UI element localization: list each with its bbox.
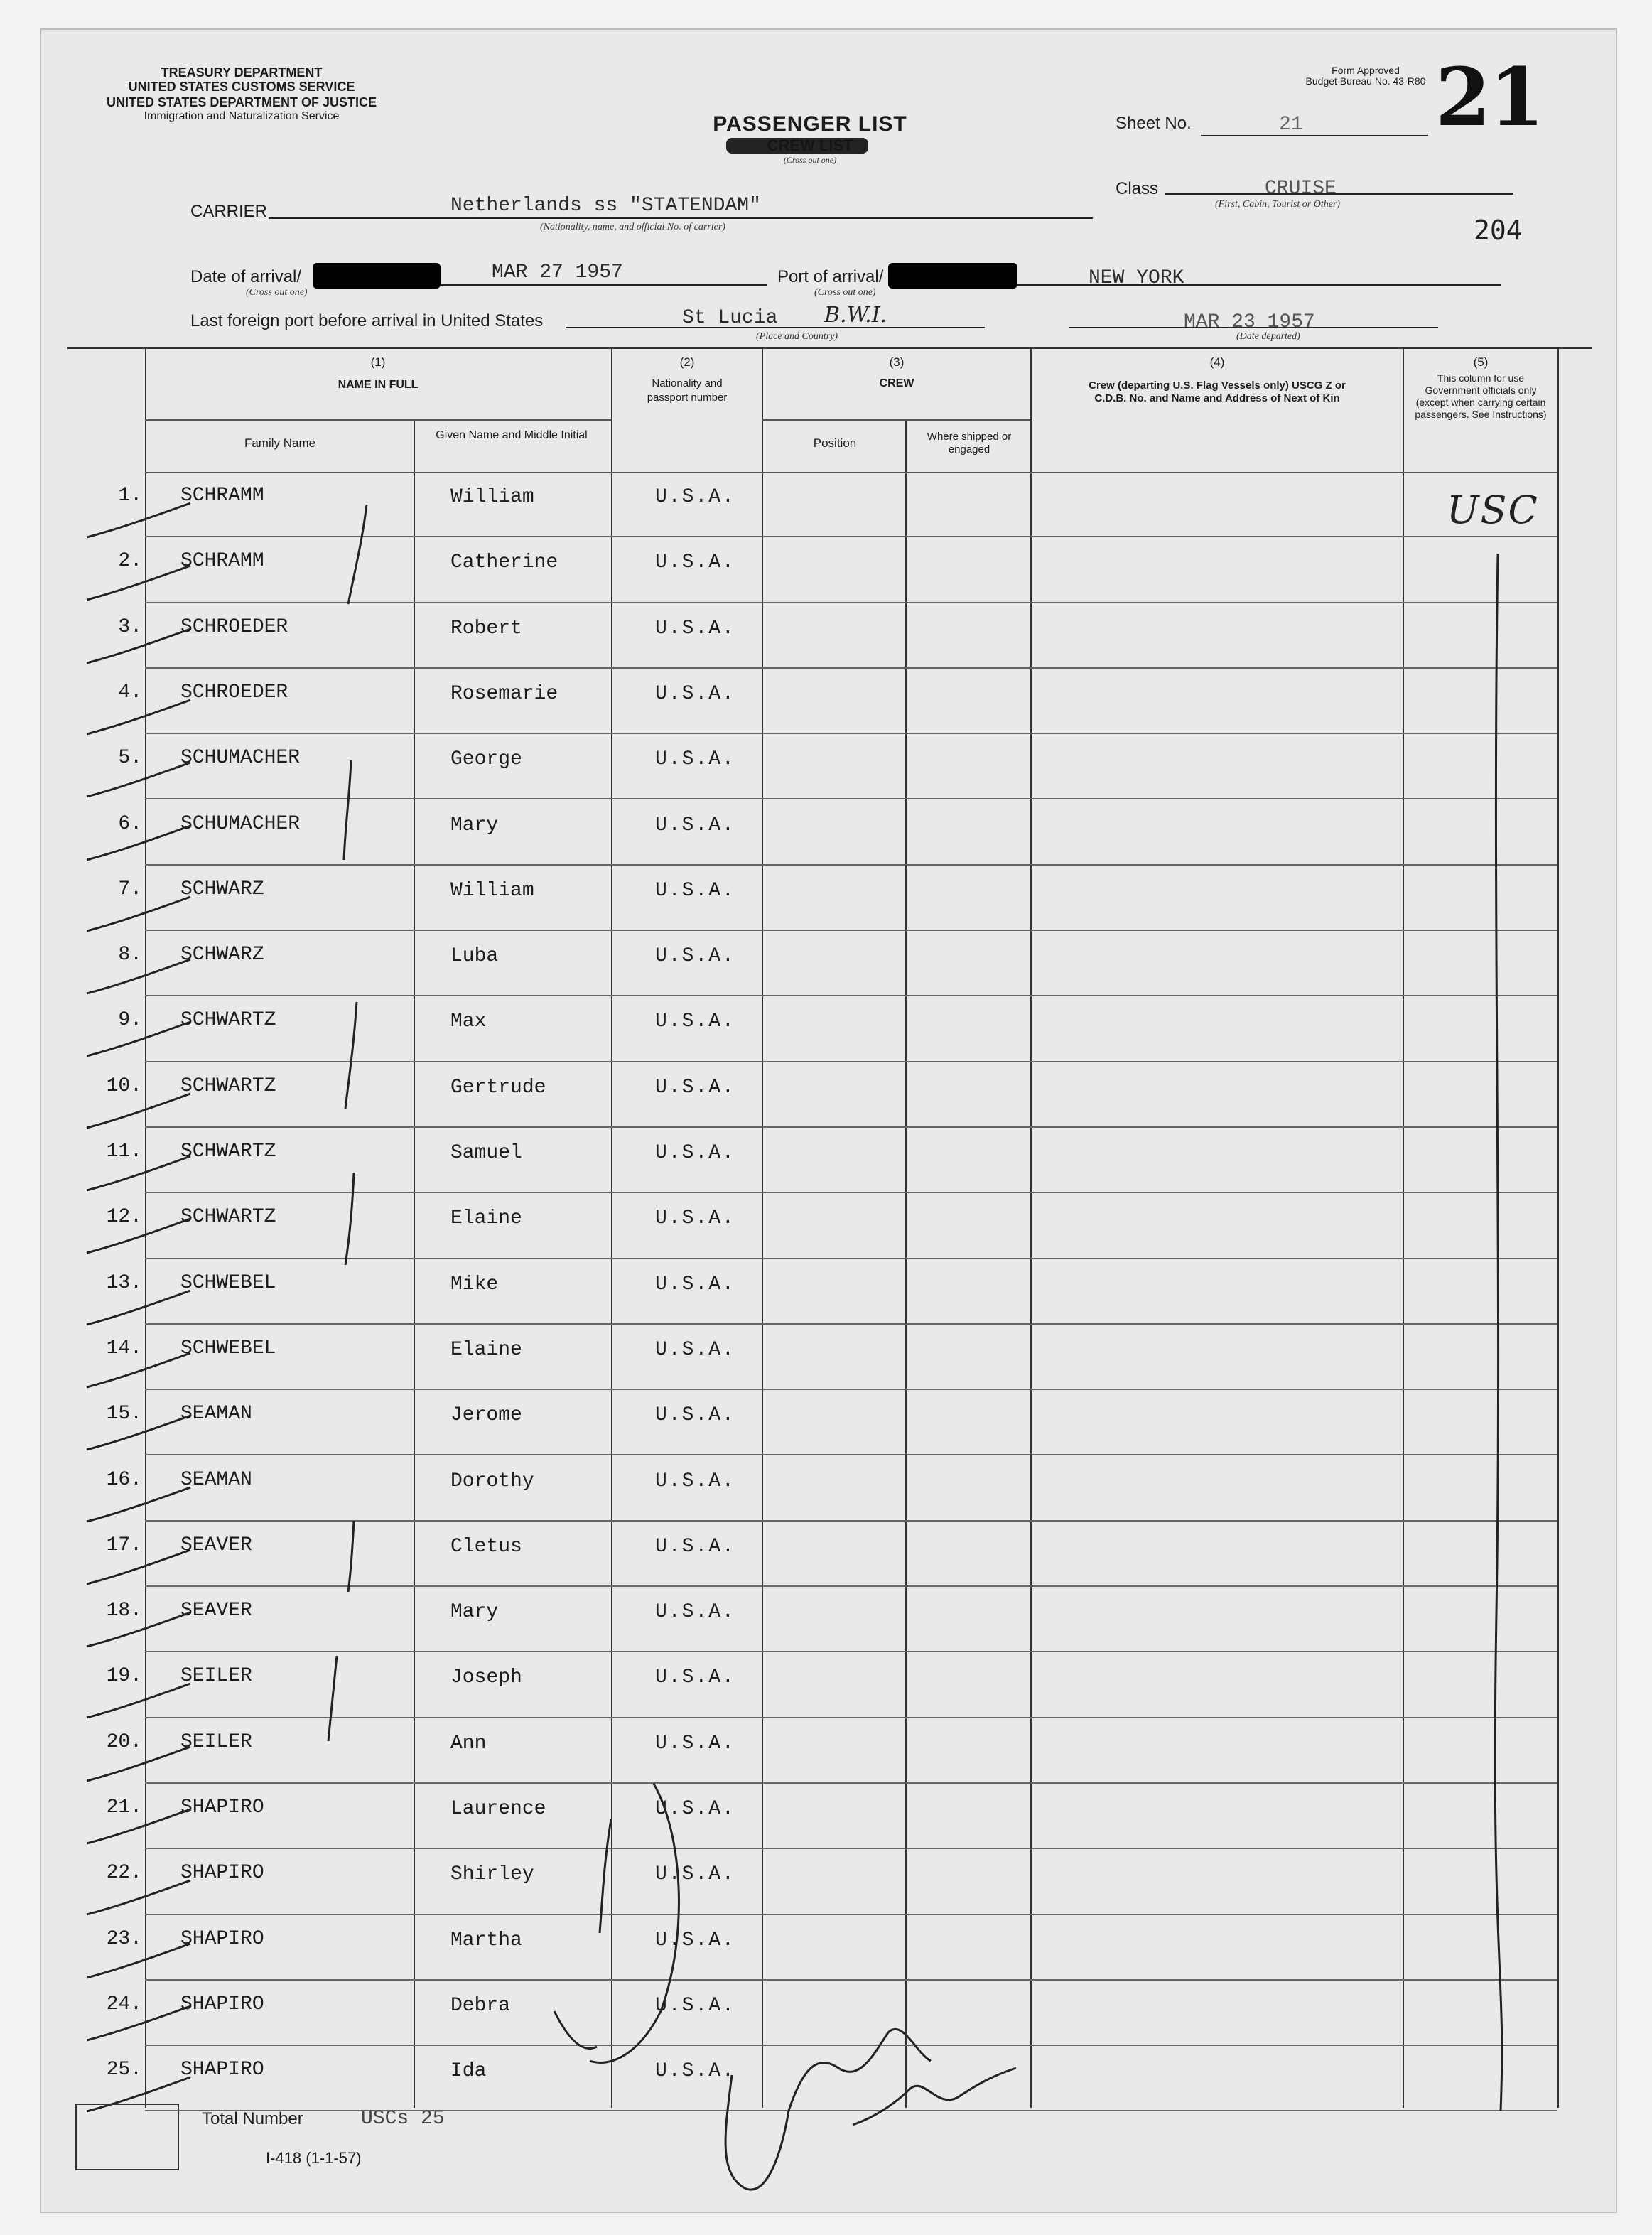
given-name-cell: Mary xyxy=(450,1601,499,1624)
table-row xyxy=(0,1849,1652,1914)
col5-title: This column for use Government officials only (except when carrying certain passengers. See Instructions) xyxy=(1415,372,1547,420)
row-tick-mark xyxy=(84,823,198,866)
row-tick-mark xyxy=(84,1744,198,1787)
family-name-cell: SEAVER xyxy=(180,1600,252,1622)
given-name-cell: Debra xyxy=(450,1994,511,2017)
given-name-cell: Elaine xyxy=(450,1207,522,1230)
sheet-label: Sheet No. xyxy=(1116,114,1192,133)
title-passenger-list: PASSENGER LIST xyxy=(713,112,907,136)
crew-list-strikeout xyxy=(726,138,868,154)
family-name-cell: SHAPIRO xyxy=(180,1927,264,1950)
family-name-cell: SCHRAMM xyxy=(180,485,264,507)
row-tick-mark xyxy=(84,1485,198,1527)
row-number: 16. xyxy=(106,1468,142,1491)
table-row xyxy=(0,537,1652,603)
form-number: I-418 (1-1-57) xyxy=(266,2149,362,2167)
hand-bracket-mark xyxy=(512,1777,696,2118)
col1-header xyxy=(145,355,611,392)
nationality-cell: U.S.A. xyxy=(655,1011,735,1033)
form-approved-line-1: Form Approved xyxy=(1332,65,1400,76)
big-sheet-number: 21 xyxy=(1435,51,1543,144)
row-tick-mark xyxy=(84,697,198,740)
given-name-cell: Catherine xyxy=(450,551,558,574)
form-approved-line-2: Budget Bureau No. 43-R80 xyxy=(1305,75,1426,87)
agency-line-1: TREASURY DEPARTMENT xyxy=(161,65,323,80)
row-number: 15. xyxy=(106,1403,142,1426)
row-tick-mark xyxy=(84,1350,198,1393)
nationality-cell: U.S.A. xyxy=(655,1732,735,1755)
table-row xyxy=(0,1390,1652,1455)
family-name-cell: SEILER xyxy=(180,1730,252,1753)
port-of-arrival-value: NEW YORK xyxy=(1089,267,1184,289)
last-port-handwritten-country: B.W.I. xyxy=(824,303,887,328)
row-number: 5. xyxy=(118,747,142,770)
crew-subheader-rule xyxy=(762,419,1030,421)
row-number: 17. xyxy=(106,1534,142,1556)
carrier-caption: (Nationality, name, and official No. of carrier) xyxy=(540,222,725,232)
col1-number: (1) xyxy=(370,355,386,369)
family-name-cell: SEILER xyxy=(180,1665,252,1688)
table-row xyxy=(0,1259,1652,1325)
row-tick-mark xyxy=(84,1091,198,1133)
carrier-value: Netherlands ss "STATENDAM" xyxy=(450,195,761,217)
row-number: 24. xyxy=(106,1993,142,2015)
date-departed-value: MAR 23 1957 xyxy=(1184,311,1315,333)
col5-header xyxy=(1404,355,1557,421)
given-name-cell: Robert xyxy=(450,617,522,640)
family-name-header: Family Name xyxy=(244,436,316,450)
given-name-cell: Luba xyxy=(450,945,499,968)
given-name-cell: William xyxy=(450,486,534,508)
port-redaction xyxy=(888,263,1017,289)
row-tick-mark xyxy=(84,1681,198,1723)
row-tick-mark xyxy=(84,1288,198,1330)
col4-number: (4) xyxy=(1209,355,1225,369)
given-name-cell: George xyxy=(450,748,522,771)
nationality-cell: U.S.A. xyxy=(655,2060,735,2083)
col5-vertical-handline xyxy=(1485,547,1513,2118)
row-tick-mark xyxy=(84,1547,198,1590)
family-name-cell: SCHWARZ xyxy=(180,878,264,900)
given-name-cell: Rosemarie xyxy=(450,682,558,705)
row-tick-mark xyxy=(84,957,198,999)
family-name-cell: SCHUMACHER xyxy=(180,747,301,770)
table-row xyxy=(0,1587,1652,1652)
nationality-cell: U.S.A. xyxy=(655,748,735,771)
family-name-cell: SCHRAMM xyxy=(180,550,264,573)
port-caption: (Cross out one) xyxy=(814,287,876,298)
sheet-underline xyxy=(1201,135,1428,136)
given-name-cell: Joseph xyxy=(450,1666,522,1689)
row-number: 3. xyxy=(118,615,142,638)
nationality-cell: U.S.A. xyxy=(655,617,735,640)
nationality-cell: U.S.A. xyxy=(655,1273,735,1296)
nationality-cell: U.S.A. xyxy=(655,1863,735,1886)
last-port-value: St Lucia xyxy=(682,307,778,329)
row-tick-mark xyxy=(84,1806,198,1849)
given-name-cell: Laurence xyxy=(450,1798,546,1820)
row-number: 23. xyxy=(106,1927,142,1950)
nationality-cell: U.S.A. xyxy=(655,1798,735,1820)
nationality-cell: U.S.A. xyxy=(655,682,735,705)
row-number: 18. xyxy=(106,1600,142,1622)
col3-title: CREW xyxy=(879,377,914,389)
date-of-arrival-label: Date of arrival/ xyxy=(190,267,302,286)
row-number: 20. xyxy=(106,1730,142,1753)
title-crew-list xyxy=(682,136,938,155)
row-tick-mark xyxy=(84,2003,198,2046)
date-caption: (Cross out one) xyxy=(246,287,308,298)
carrier-underline xyxy=(269,217,1093,219)
nationality-cell: U.S.A. xyxy=(655,1207,735,1230)
row-tick-mark xyxy=(84,1216,198,1259)
row-tick-mark xyxy=(84,1610,198,1652)
row-number: 14. xyxy=(106,1337,142,1359)
col2-title: Nationality and passport number xyxy=(647,377,728,404)
nationality-cell: U.S.A. xyxy=(655,1338,735,1361)
given-name-cell: Cletus xyxy=(450,1535,522,1558)
table-row xyxy=(0,1128,1652,1193)
family-name-cell: SHAPIRO xyxy=(180,1797,264,1819)
table-row xyxy=(0,1915,1652,1981)
family-name-cell: SCHWARTZ xyxy=(180,1206,276,1229)
table-row xyxy=(0,1193,1652,1259)
nationality-cell: U.S.A. xyxy=(655,1142,735,1164)
row-tick-mark xyxy=(84,563,198,605)
col3-number: (3) xyxy=(889,355,905,369)
table-row xyxy=(0,1652,1652,1718)
nationality-cell: U.S.A. xyxy=(655,879,735,902)
family-name-cell: SCHWARTZ xyxy=(180,1009,276,1032)
col2-number: (2) xyxy=(679,355,695,369)
title-cross-out-caption: (Cross out one) xyxy=(783,155,837,165)
class-label: Class xyxy=(1116,179,1159,198)
row-number: 9. xyxy=(118,1009,142,1032)
class-caption: (First, Cabin, Tourist or Other) xyxy=(1215,199,1341,210)
given-name-cell: Ann xyxy=(450,1732,487,1755)
col1-title: NAME IN FULL xyxy=(338,379,419,391)
table-top-rule xyxy=(67,347,1592,349)
last-port-caption: (Place and Country) xyxy=(756,331,838,342)
given-name-cell: Mike xyxy=(450,1273,499,1296)
nationality-cell: U.S.A. xyxy=(655,1929,735,1951)
row-number: 4. xyxy=(118,681,142,704)
date-redaction xyxy=(313,263,441,289)
nationality-cell: U.S.A. xyxy=(655,814,735,836)
table-row xyxy=(0,800,1652,866)
family-name-cell: SHAPIRO xyxy=(180,1862,264,1885)
table-row xyxy=(0,1456,1652,1522)
total-number-value: USCs 25 xyxy=(361,2108,445,2130)
table-row xyxy=(0,996,1652,1062)
sheet-value: 21 xyxy=(1279,114,1303,136)
footer-box xyxy=(75,2104,179,2170)
row-tick-mark xyxy=(84,1413,198,1455)
nationality-cell: U.S.A. xyxy=(655,1994,735,2017)
nationality-cell: U.S.A. xyxy=(655,551,735,574)
class-value: CRUISE xyxy=(1265,178,1337,200)
given-name-cell: Samuel xyxy=(450,1142,522,1164)
table-row xyxy=(0,1718,1652,1784)
nationality-cell: U.S.A. xyxy=(655,945,735,968)
table-row xyxy=(0,931,1652,996)
row-tick-mark xyxy=(84,894,198,937)
row-tick-mark xyxy=(84,760,198,802)
date-departed-caption: (Date departed) xyxy=(1236,331,1300,342)
form-approved xyxy=(1295,65,1437,87)
date-of-arrival-value: MAR 27 1957 xyxy=(492,262,623,284)
row-number: 8. xyxy=(118,944,142,966)
family-name-cell: SCHWARTZ xyxy=(180,1075,276,1097)
family-name-cell: SCHWEBEL xyxy=(180,1337,276,1359)
row-number: 7. xyxy=(118,878,142,900)
position-header: Position xyxy=(813,436,857,450)
table-row xyxy=(0,1522,1652,1587)
row-tick-mark xyxy=(84,1941,198,1983)
carrier-label: CARRIER xyxy=(190,202,268,221)
row-number: 12. xyxy=(106,1206,142,1229)
row-tick-mark xyxy=(84,1019,198,1062)
row-number: 22. xyxy=(106,1862,142,1885)
given-name-cell: Martha xyxy=(450,1929,522,1951)
form-title xyxy=(682,112,938,166)
given-name-cell: Ida xyxy=(450,2060,487,2083)
nationality-cell: U.S.A. xyxy=(655,1076,735,1099)
port-of-arrival-label: Port of arrival/ xyxy=(777,267,884,286)
nationality-cell: U.S.A. xyxy=(655,1404,735,1427)
date-underline xyxy=(441,284,767,286)
table-row xyxy=(0,1784,1652,1849)
name-subheader-rule xyxy=(145,419,611,421)
hand-check-marks xyxy=(313,490,369,2089)
row-number: 25. xyxy=(106,2059,142,2081)
family-name-cell: SCHWARTZ xyxy=(180,1141,276,1163)
inspector-signature xyxy=(703,1990,1044,2203)
row-number: 19. xyxy=(106,1665,142,1688)
row-number: 1. xyxy=(118,485,142,507)
table-row xyxy=(0,734,1652,799)
given-name-header: Given Name and Middle Initial xyxy=(436,429,588,441)
col3-header xyxy=(763,355,1030,391)
total-number-label: Total Number xyxy=(202,2109,303,2128)
nationality-cell: U.S.A. xyxy=(655,1470,735,1492)
agency-line-2: UNITED STATES CUSTOMS SERVICE xyxy=(128,80,355,94)
table-row xyxy=(0,472,1652,537)
given-name-cell: William xyxy=(450,879,534,902)
family-name-cell: SCHROEDER xyxy=(180,681,288,704)
given-name-cell: Max xyxy=(450,1011,487,1033)
col4-title: Crew (departing U.S. Flag Vessels only) USCG Z or C.D.B. No. and Name and Address of Next of Kin xyxy=(1089,379,1346,404)
given-name-cell: Jerome xyxy=(450,1404,522,1427)
row-number: 10. xyxy=(106,1075,142,1097)
table-row xyxy=(0,669,1652,734)
family-name-cell: SEAVER xyxy=(180,1534,252,1556)
given-name-cell: Shirley xyxy=(450,1863,534,1886)
agency-header xyxy=(85,65,398,124)
nationality-cell: U.S.A. xyxy=(655,1601,735,1624)
row-number: 13. xyxy=(106,1271,142,1294)
row-tick-mark xyxy=(84,626,198,669)
nationality-cell: U.S.A. xyxy=(655,1535,735,1558)
row-number: 2. xyxy=(118,550,142,573)
given-name-cell: Dorothy xyxy=(450,1470,534,1492)
col4-header xyxy=(1032,355,1403,405)
nationality-cell: U.S.A. xyxy=(655,1666,735,1689)
table-row xyxy=(0,603,1652,669)
family-name-cell: SCHWEBEL xyxy=(180,1271,276,1294)
agency-line-3: UNITED STATES DEPARTMENT OF JUSTICE xyxy=(106,95,377,109)
class-underline xyxy=(1165,193,1513,195)
table-row xyxy=(0,1062,1652,1128)
col2-header xyxy=(612,355,762,405)
family-name-cell: SCHROEDER xyxy=(180,615,288,638)
family-name-cell: SEAMAN xyxy=(180,1403,252,1426)
col5-handwritten-initials: USC xyxy=(1447,488,1539,532)
given-name-cell: Elaine xyxy=(450,1338,522,1361)
where-shipped-header: Where shipped or engaged xyxy=(927,431,1012,456)
given-name-cell: Gertrude xyxy=(450,1076,546,1099)
row-tick-mark xyxy=(84,1878,198,1920)
agency-line-4: Immigration and Naturalization Service xyxy=(144,110,340,122)
family-name-cell: SCHWARZ xyxy=(180,944,264,966)
row-tick-mark xyxy=(84,1153,198,1196)
family-name-cell: SHAPIRO xyxy=(180,1993,264,2015)
table-row xyxy=(0,1325,1652,1390)
row-number: 6. xyxy=(118,812,142,835)
family-name-cell: SEAMAN xyxy=(180,1468,252,1491)
col5-number: (5) xyxy=(1473,355,1489,369)
given-name-cell: Mary xyxy=(450,814,499,836)
family-name-cell: SCHUMACHER xyxy=(180,812,301,835)
table-row xyxy=(0,866,1652,931)
family-name-cell: SHAPIRO xyxy=(180,2059,264,2081)
row-number: 21. xyxy=(106,1797,142,1819)
last-port-label: Last foreign port before arrival in United States xyxy=(190,311,544,330)
nationality-cell: U.S.A. xyxy=(655,486,735,508)
row-tick-mark xyxy=(84,500,198,543)
handwritten-count: 204 xyxy=(1474,215,1523,246)
row-number: 11. xyxy=(106,1141,142,1163)
